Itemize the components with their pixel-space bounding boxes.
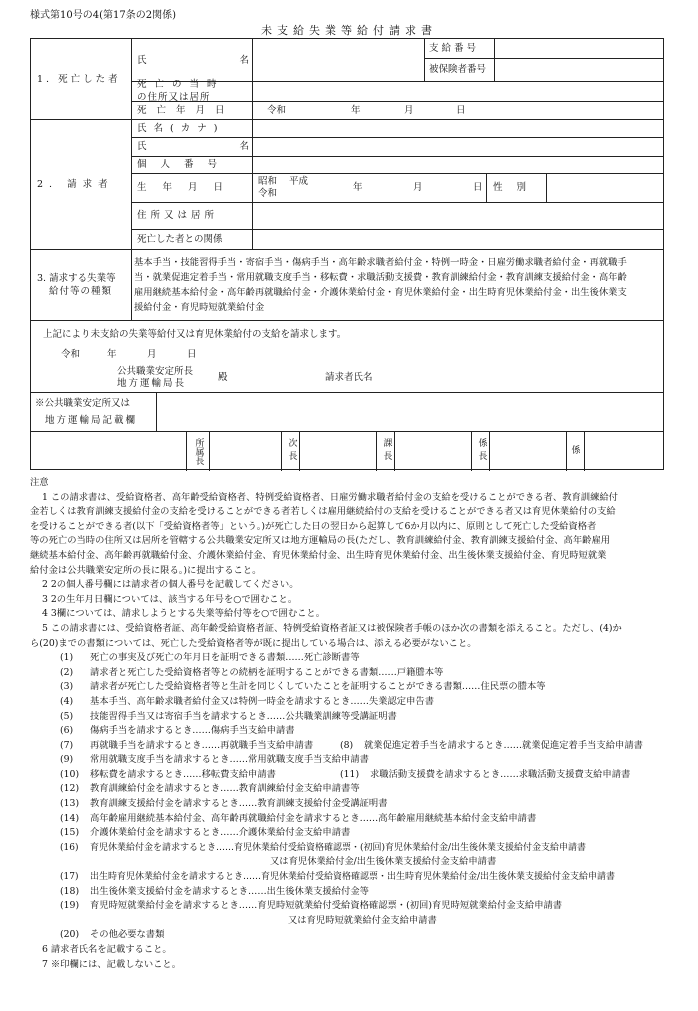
applicant-address-field[interactable]: [253, 202, 663, 229]
stamp-kakari-box: [585, 432, 663, 470]
note-item: (5) 技能習得手当又は寄宿手当を請求するとき……公共職業訓練等受講証明書: [60, 710, 397, 722]
personal-number-field[interactable]: [253, 156, 663, 173]
applicant-address-label: 住所又は居所: [137, 210, 219, 221]
notes-section: [30, 476, 670, 972]
stamp-shozokucho-box: [210, 432, 280, 470]
note-3: 3 2の生年月日欄については、該当する年号を○で囲むこと。: [42, 593, 298, 605]
office-use-label: ※公共職業安定所又は 地方運輸局記載欄: [35, 397, 138, 426]
kana-name-field[interactable]: [253, 119, 663, 137]
deceased-name-field[interactable]: [253, 39, 423, 81]
form-number: 様式第10号の4(第17条の2関係): [30, 10, 176, 21]
note-7: 7 ※印欄には、記載しないこと。: [42, 958, 182, 970]
benefit-types-list[interactable]: 基本手当・技能習得手当・寄宿手当・傷病手当・高年齢求職者給付金・特例一時金・日雇労働求職者給付金・再就職手 当・就業促進定着手当・常用就職支度手当・移転費・求職活動支援費・教育訓練給付金・教育訓練支援給付金・高年齢 雇用継続基本給付金・高年齢再就職給付金・介護休業給付金・育児休業給付金・出生時育児休業給付金・出生後休業支 援給付金・育児時短就業給付金: [134, 256, 627, 313]
section3-label: 3. 請求する失業等 給付等の種類: [37, 272, 116, 297]
relation-label: 死亡した者との関係: [137, 233, 223, 245]
deceased-name-label: 氏 名: [137, 54, 249, 66]
section2-label: 2. 請求者: [37, 178, 114, 190]
death-date-label: 死亡年月日: [137, 104, 235, 116]
note-item: (20) その他必要な書類: [60, 929, 165, 941]
note-1-line: 継続基本給付金、高年齢再就職給付金、介護休業給付金、育児休業給付金、出生時育児休業給付金、出生後休業支援給付金、育児時短就業: [30, 549, 607, 561]
note-2: 2 2の個人番号欄には請求者の個人番号を記載してください。: [42, 579, 299, 591]
declaration-text: 上記により未支給の失業等給付又は育児休業給付の支給を請求します。: [43, 329, 347, 340]
note-item-continuation: 又は育児休業給付金/出生後休業支援給付金支給申請書: [270, 856, 497, 868]
stamp-kakaricho-box: [490, 432, 565, 470]
stamp-kakaricho-label: 係長: [476, 438, 487, 464]
note-item: (17) 出生時育児休業給付金を請求するとき……育児休業給付受給資格確認票・出生時育児休業給付金/出生後休業支援給付金支給申請書: [60, 872, 616, 883]
deceased-address-field[interactable]: [253, 81, 663, 101]
payment-number-label: 支給番号: [429, 43, 480, 54]
section1-label: 1. 死亡した者: [37, 73, 121, 85]
note-item: (9) 常用就職支度手当を請求するとき……常用就職支度手当支給申請書: [60, 754, 369, 766]
office-use-field: [157, 392, 663, 431]
birth-date-label: 生年月日: [137, 182, 240, 193]
applicant-signature-field[interactable]: [385, 364, 645, 382]
death-date-field[interactable]: 令和 年 月 日: [267, 104, 466, 116]
note-item-continuation: 又は育児時短就業給付金支給申請書: [288, 914, 437, 926]
applicant-name-field[interactable]: [253, 137, 663, 156]
addressee-1: 公共職業安定所長: [117, 366, 194, 377]
note-item: (15) 介護休業給付金を請求するとき……介護休業給付金支給申請書: [60, 827, 351, 839]
note-1-line: を受けることができる者(以下「受給資格者等」という。)が死亡した日の翌日から起算して6か月以内に、原則として死亡した受給資格者: [30, 520, 597, 532]
note-1-line: 等の死亡の当時の住所又は居所を管轄する公共職業安定所又は地方運輸局の長(ただし、教育訓練給付金、教育訓練支援給付金、高年齢雇用: [30, 535, 611, 547]
sex-label: 性別: [493, 182, 541, 193]
honorific: 殿: [218, 372, 228, 383]
form-title: 未支給失業等給付請求書: [261, 24, 437, 37]
insured-number-label: 被保険者番号: [429, 64, 487, 75]
payment-number-field[interactable]: [495, 39, 663, 58]
note-item: (16) 育児休業給付金を請求するとき……育児休業給付受給資格確認票・(初回)育児休業給付金/出生後休業支援給付金支給申請書: [60, 842, 587, 853]
note-item: (4) 基本手当、高年齢求職者給付金又は特例一時金を請求するとき……失業認定申告書: [60, 695, 434, 707]
stamp-kakari-label: 係: [571, 445, 581, 456]
note-item: (12) 教育訓練給付金を請求するとき……教育訓練給付金支給申請書等: [60, 783, 360, 795]
applicant-name-label: 氏 名: [137, 141, 249, 152]
note-item: (6) 傷病手当を請求するとき……傷病手当支給申請書: [60, 725, 295, 737]
note-5-line: 5 この請求書には、受給資格者証、高年齢受給資格者証、特例受給資格者証又は被保険者手帳のほか次の書類を添えること。ただし、(4)か: [42, 622, 622, 634]
declaration-month: 月: [147, 349, 157, 360]
note-6: 6 請求者氏名を記載すること。: [42, 944, 172, 955]
note-4: 4 3欄については、請求しようとする失業等給付等を○で囲むこと。: [42, 608, 326, 620]
stamp-jicho-box: [300, 432, 375, 470]
relation-field[interactable]: [253, 229, 663, 249]
notes-heading: 注意: [30, 477, 49, 488]
note-item-pair: (7) 再就職手当を請求するとき……再就職手当支給申請書 (8) 就業促進定着手当を請求するとき……就業促進定着手当支給申請書: [60, 739, 643, 751]
note-item-pair: (10) 移転費を請求するとき……移転費支給申請書 (11) 求職活動支援費を請求するとき……求職活動支援費支給申請書: [60, 768, 631, 780]
note-item: (3) 請求者が死亡した受給資格者等と生計を同じくしていたことを証明することができる書類……住民票の謄本等: [60, 681, 546, 693]
birth-date-field[interactable]: 昭和 平成 令和 年 月 日: [258, 176, 483, 199]
note-1-line: 給付金は公共職業安定所の長に限る。)に提出すること。: [30, 564, 262, 576]
personal-number-label: 個人番号: [137, 159, 232, 170]
note-item: (18) 出生後休業支援給付金を請求するとき……出生後休業支援給付金等: [60, 885, 369, 897]
stamp-shozokucho-label: 所属長: [193, 437, 204, 465]
note-item: (1) 死亡の事実及び死亡の年月日を証明できる書類……死亡診断書等: [60, 652, 360, 664]
declaration-block: [35, 320, 663, 392]
declaration-era: 令和: [61, 349, 81, 360]
application-form-grid: [30, 38, 664, 470]
note-1-line: 1 この請求書は、受給資格者、高年齢受給資格者、特例受給資格者、日雇労働求職者給付金の支給を受けることができる者、教育訓練給付: [42, 491, 618, 503]
insured-number-field[interactable]: [495, 58, 663, 81]
declaration-day: 日: [187, 349, 197, 360]
note-item: (13) 教育訓練支援給付金を請求するとき……教育訓練支援給付金受講証明書: [60, 798, 388, 810]
note-1-line: 金若しくは教育訓練支援給付金の支給を受けることができる者若しくは雇用継続給付の支給を受けることができる者又は育児休業給付の支給: [30, 506, 616, 518]
kana-name-label: 氏名(カナ): [137, 122, 225, 134]
note-item: (2) 請求者と死亡した受給資格者等との続柄を証明することができる書類……戸籍謄本等: [60, 666, 444, 678]
declaration-year: 年: [107, 349, 117, 360]
note-item: (14) 高年齢雇用継続基本給付金、高年齢再就職給付金を請求するとき……高年齢雇用継続基本給付金支給申請書: [60, 812, 537, 824]
note-5-line: ら(20)までの書類については、死亡した受給資格者等が既に提出している場合は、添える必要がないこと。: [30, 637, 477, 649]
applicant-signature-label: 請求者氏名: [325, 372, 373, 383]
addressee-2: 地方運輸局長: [117, 378, 187, 389]
stamp-kacho-label: 課長: [381, 438, 392, 464]
note-item: (19) 育児時短就業給付金を請求するとき……育児時短就業給付受給資格確認票・(初回)育児時短就業給付金支給申請書: [60, 900, 563, 912]
stamp-jicho-label: 次長: [286, 438, 297, 464]
deceased-address-label: 死亡の当時 の住所又は居所: [137, 79, 225, 103]
stamp-kacho-box: [395, 432, 470, 470]
sex-field[interactable]: [547, 173, 663, 202]
